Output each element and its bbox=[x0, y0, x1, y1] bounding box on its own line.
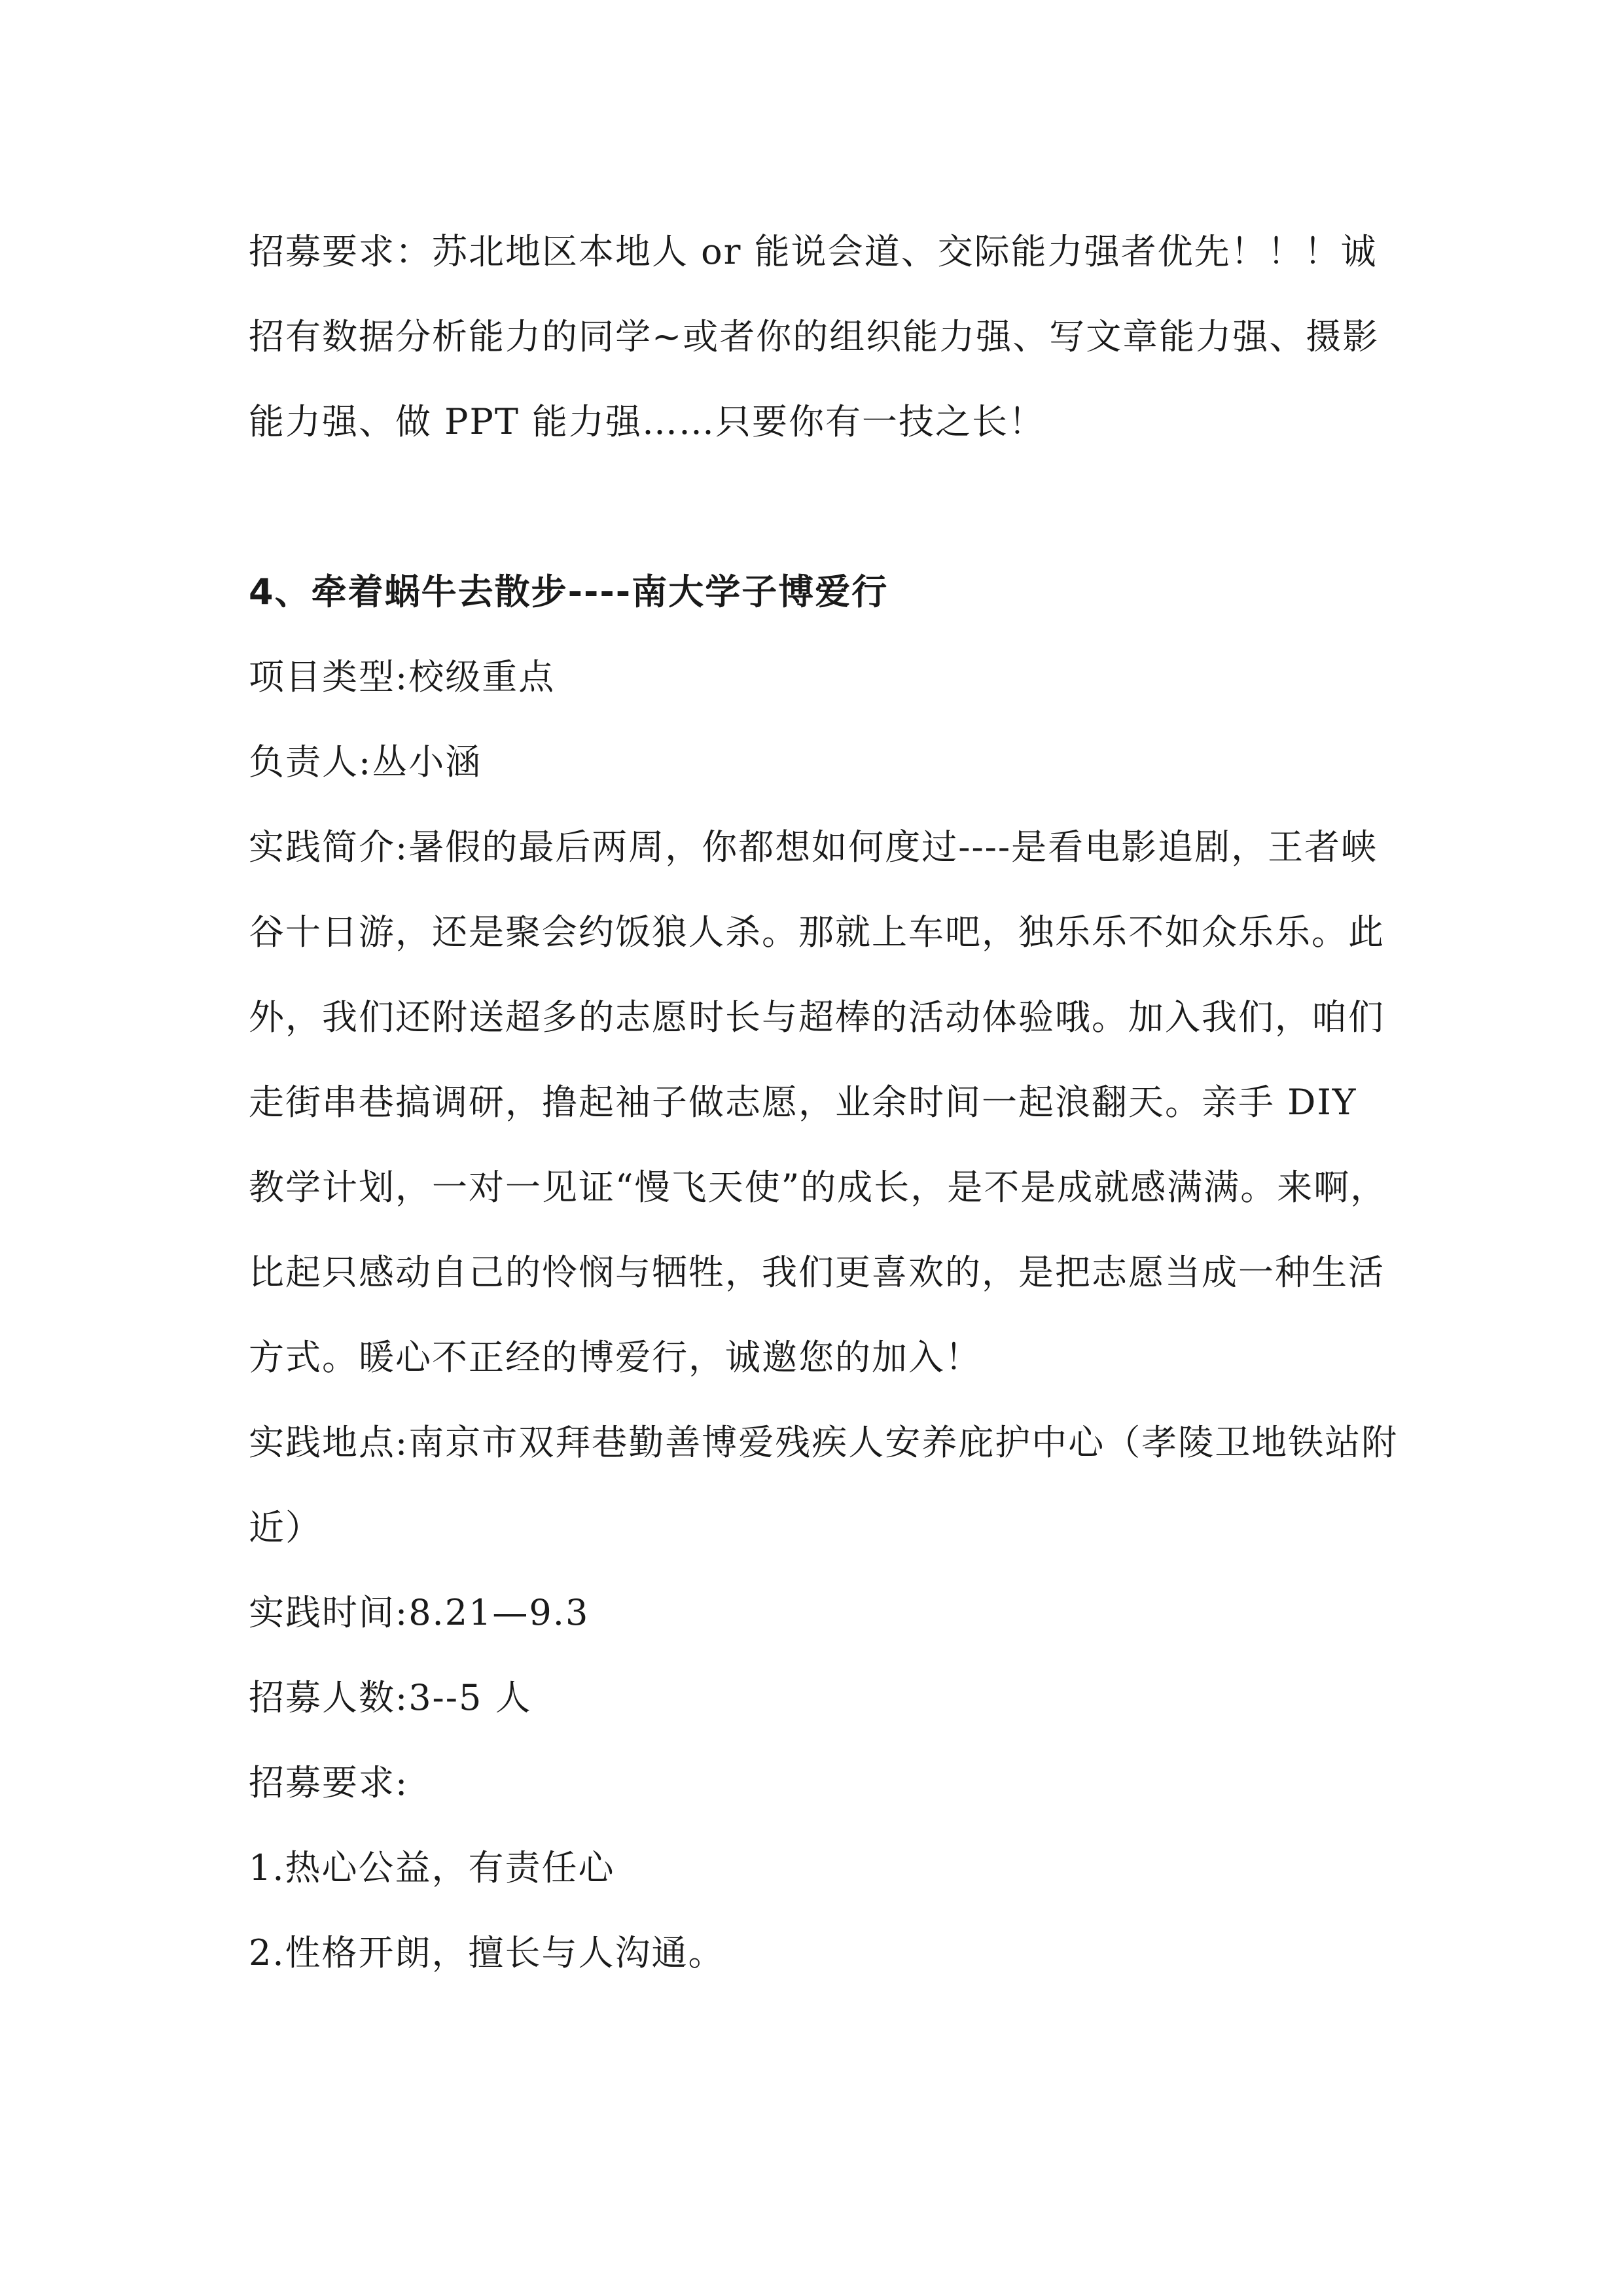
project-requirements-label: 招募要求: bbox=[249, 1762, 409, 1803]
paragraph-gap bbox=[249, 465, 1400, 550]
requirement-item: 1.热心公益，有责任心 bbox=[249, 1847, 615, 1888]
project-time: 实践时间:8.21—9.3 bbox=[249, 1592, 590, 1633]
project-leader: 负责人:丛小涵 bbox=[249, 741, 482, 783]
document-body bbox=[249, 209, 1400, 1996]
requirement-item: 2.性格开朗，擅长与人沟通。 bbox=[249, 1932, 725, 1973]
intro-requirements: 招募要求：苏北地区本地人 or 能说会道、交际能力强者优先！！！诚招有数据分析能力的同学~或者你的组织能力强、写文章能力强、摄影能力强、做 PPT 能力强……只要你有一技之长！ bbox=[249, 231, 1380, 442]
project-headcount: 招募人数:3--5 人 bbox=[249, 1677, 532, 1718]
project-type: 项目类型:校级重点 bbox=[249, 656, 556, 698]
project-location: 实践地点:南京市双拜巷勤善博爱残疾人安养庇护中心（孝陵卫地铁站附近） bbox=[249, 1422, 1399, 1548]
project-summary: 实践简介:暑假的最后两周，你都想如何度过----是看电影追剧，王者峡谷十日游，还是聚会约饭狼人杀。那就上车吧，独乐乐不如众乐乐。此外，我们还附送超多的志愿时长与超棒的活动体验哦。加入我们，咱们走街串巷搞调研，撸起袖子做志愿，业余时间一起浪翻天。亲手 DIY 教学计划，一对一见证“慢飞天使”的成长，是不是成就感满满。来啊，比起只感动自己的怜悯与牺牲，我们更喜欢的，是把志愿当成一种生活方式。暖心不正经的博爱行，诚邀您的加入！ bbox=[249, 826, 1387, 1378]
project-title: 4、牵着蜗牛去散步----南大学子博爱行 bbox=[249, 571, 889, 612]
